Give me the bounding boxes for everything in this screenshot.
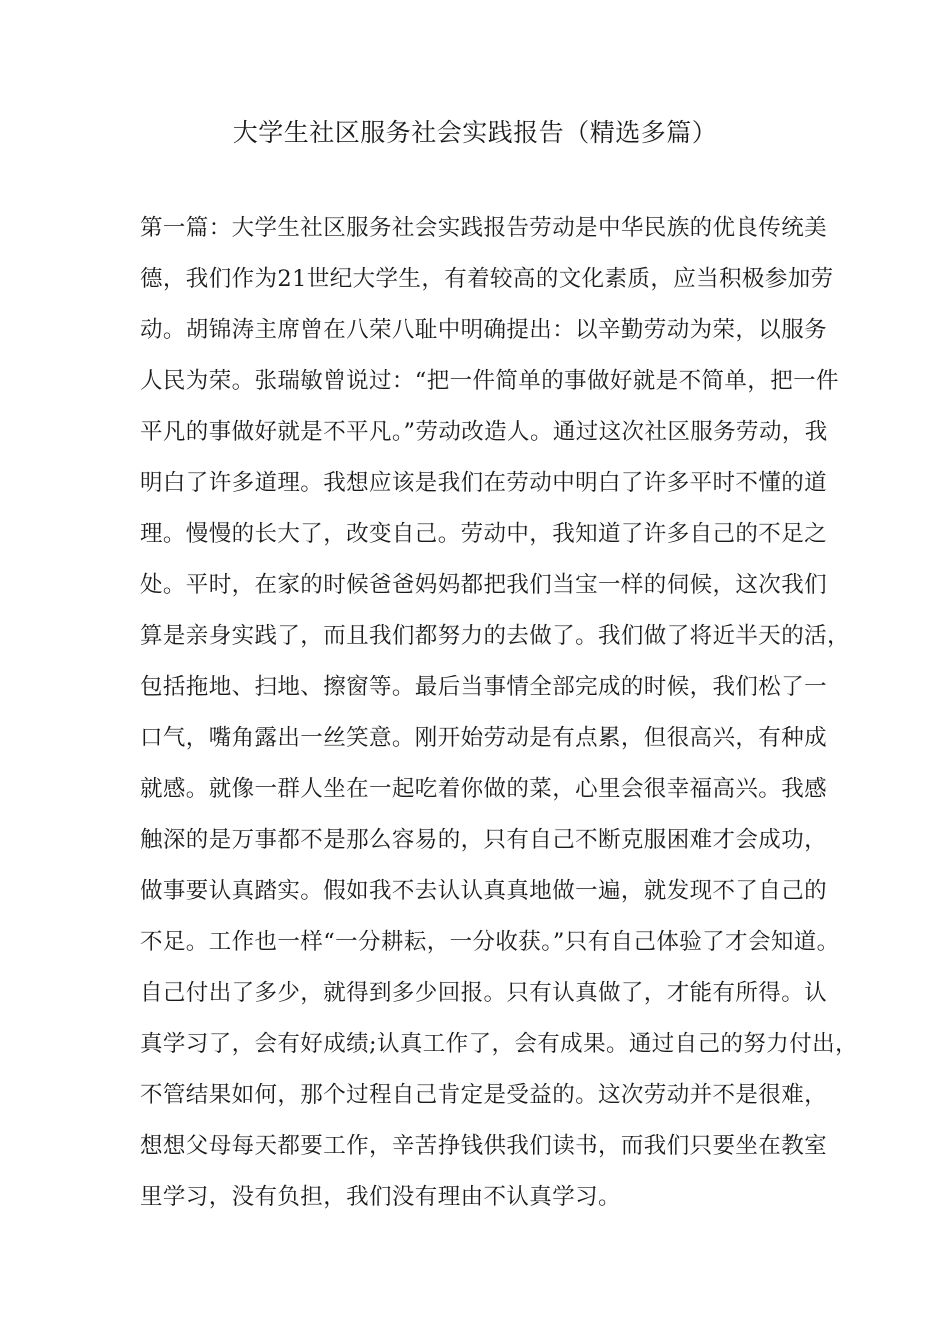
body-text-line: 算是亲身实践了，而且我们都努力的去做了。我们做了将近半天的活， (140, 623, 850, 649)
body-text-line: 平凡的事做好就是不平凡。”劳动改造人。通过这次社区服务劳动，我 (140, 419, 828, 445)
body-text-line: 包括拖地、扫地、擦窗等。最后当事情全部完成的时候，我们松了一 (140, 674, 828, 700)
body-text-line: 里学习，没有负担，我们没有理由不认真学习。 (140, 1184, 621, 1210)
body-text-line: 不足。工作也一样“一分耕耘，一分收获。”只有自己体验了才会知道。 (140, 929, 840, 955)
body-text-line: 口气，嘴角露出一丝笑意。刚开始劳动是有点累，但很高兴，有种成 (140, 725, 828, 751)
body-text-line: 触深的是万事都不是那么容易的，只有自己不断克服困难才会成功， (140, 827, 828, 853)
body-text-line: 处。平时，在家的时候爸爸妈妈都把我们当宝一样的伺候，这次我们 (140, 572, 828, 598)
body-text-line: 明白了许多道理。我想应该是我们在劳动中明白了许多平时不懂的道 (140, 470, 828, 496)
body-text-line: 第一篇：大学生社区服务社会实践报告劳动是中华民族的优良传统美 (140, 215, 828, 241)
document-title: 大学生社区服务社会实践报告（精选多篇） (232, 118, 718, 147)
body-text-line: 就感。就像一群人坐在一起吃着你做的菜，心里会很幸福高兴。我感 (140, 776, 828, 802)
body-text-line: 德，我们作为21世纪大学生，有着较高的文化素质，应当积极参加劳 (140, 266, 834, 292)
body-text-line: 真学习了，会有好成绩;认真工作了，会有成果。通过自己的努力付出， (140, 1031, 858, 1057)
body-text-line: 自己付出了多少，就得到多少回报。只有认真做了，才能有所得。认 (140, 980, 828, 1006)
body-text-line: 想想父母每天都要工作，辛苦挣钱供我们读书，而我们只要坐在教室 (140, 1133, 828, 1159)
body-text-line: 理。慢慢的长大了，改变自己。劳动中，我知道了许多自己的不足之 (140, 521, 828, 547)
body-text-line: 动。胡锦涛主席曾在八荣八耻中明确提出：以辛勤劳动为荣，以服务 (140, 317, 828, 343)
body-text-line: 做事要认真踏实。假如我不去认认真真地做一遍，就发现不了自己的 (140, 878, 828, 904)
document-body (140, 212, 858, 1232)
body-text-line: 不管结果如何，那个过程自己肯定是受益的。这次劳动并不是很难， (140, 1082, 828, 1108)
body-text-line: 人民为荣。张瑞敏曾说过：“把一件简单的事做好就是不简单，把一件 (140, 368, 839, 394)
